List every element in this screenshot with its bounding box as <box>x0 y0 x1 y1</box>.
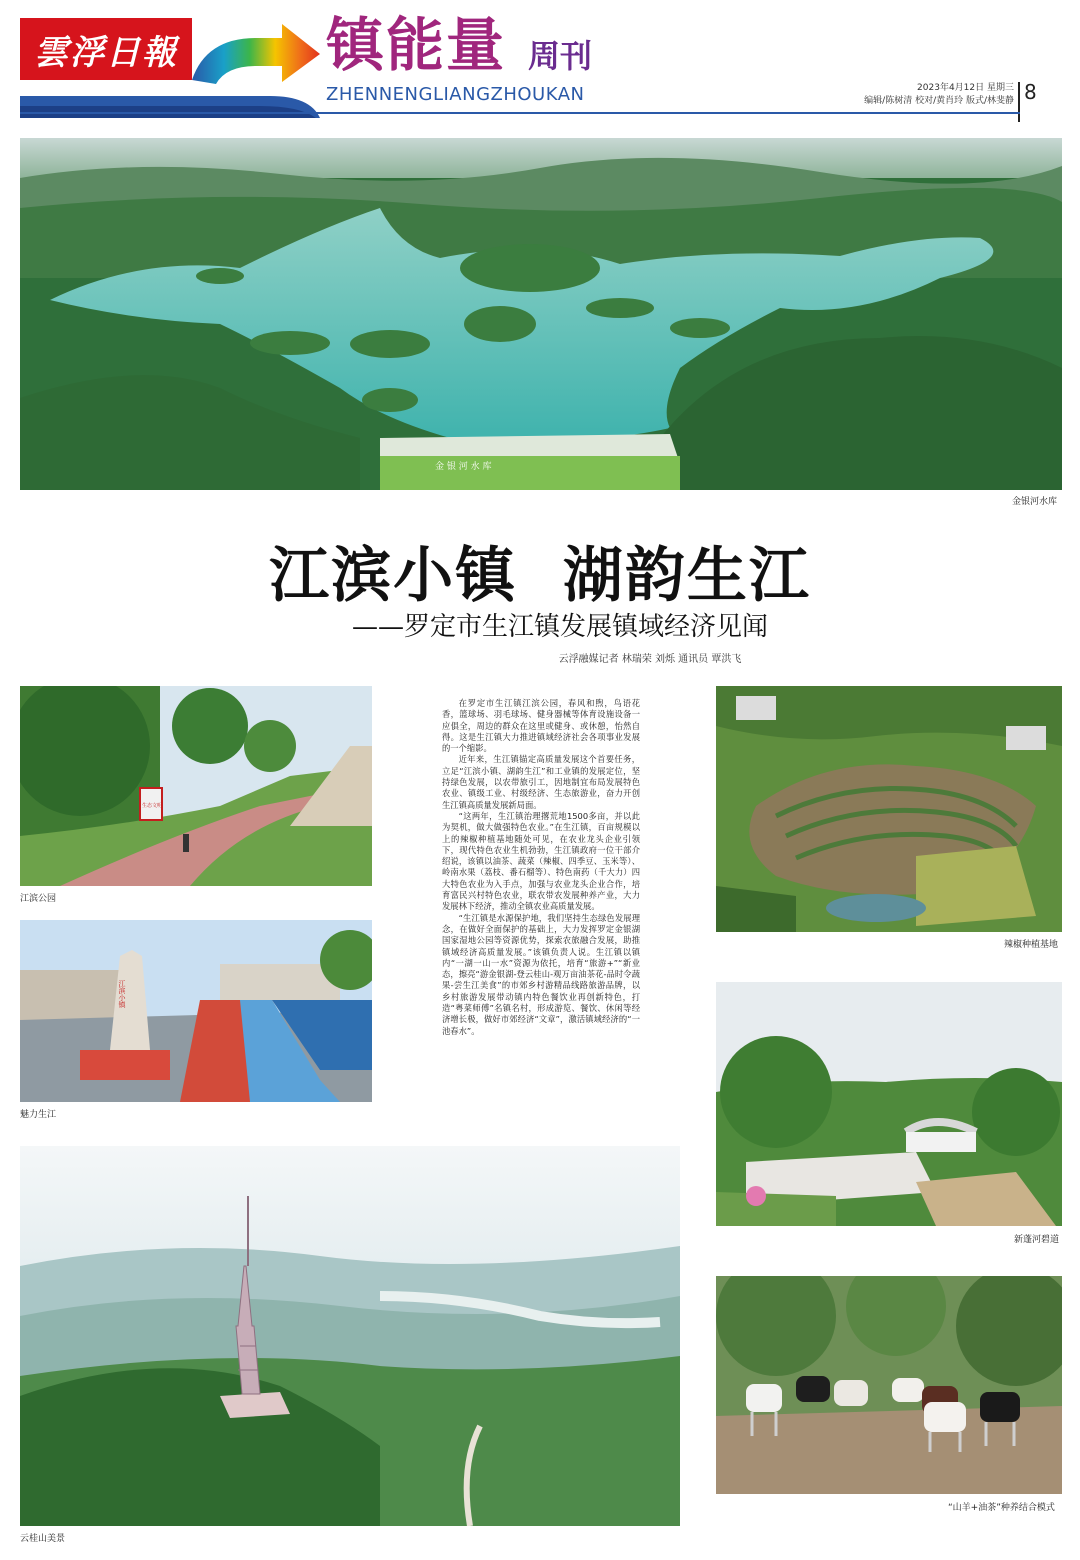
park-caption: 江滨公园 <box>20 894 57 904</box>
mountain-photo <box>20 1146 680 1526</box>
issue-date: 2023年4月12日 星期三 <box>917 83 1014 93</box>
greenway-photo <box>716 982 1062 1226</box>
reservoir-caption: 金银河水库 <box>1012 497 1058 507</box>
charm-stone-text: 江滨小镇 <box>118 980 126 1008</box>
masthead-swoosh-decoration <box>20 88 320 122</box>
mountain-caption: 云桂山美景 <box>20 1534 66 1544</box>
park-sign-text: 生态文明 <box>142 803 163 809</box>
staff-credits: 编辑/陈树清 校对/黄肖玲 版式/林斐静 <box>864 96 1014 106</box>
article-paragraph: 在罗定市生江镇江滨公园，春风和煦，鸟语花香，篮球场、羽毛球场、健身器械等体育设施设备一应俱全，周边的群众在这里或健身、或休憩，怡然自得。这是生江镇大力推进镇域经济社会各项事业发展的一个缩影。 <box>442 698 640 754</box>
article-subheadline: ——罗定市生江镇发展镇域经济见闻 <box>351 612 768 642</box>
newspaper-name: 雲浮日報 <box>34 32 178 73</box>
column-pinyin: ZHENNENGLIANGZHOUKAN <box>326 84 585 105</box>
reservoir-photo <box>20 138 1062 490</box>
reservoir-sign-text: 金 银 河 水 库 <box>435 462 492 472</box>
pepper-base-photo <box>716 686 1062 932</box>
article-paragraph: 近年来，生江镇锚定高质量发展这个首要任务，立足“江滨小镇、湖韵生江”和工业镇的发展定位，坚持绿色发展，以农带旅引工，因地制宜布局发展特色农业、镇级工业、村级经济、生态旅游业，奋力开创生江镇高质量发展新局面。 <box>442 754 640 810</box>
rainbow-arrow-icon <box>186 20 322 92</box>
article-byline: 云浮融媒记者 林瑞荣 刘烁 通讯员 覃洪飞 <box>558 654 742 665</box>
column-title: 镇能量 <box>326 11 507 79</box>
article-paragraph: “生江镇是水源保护地，我们坚持生态绿色发展理念，在做好全面保护的基础上，大力发挥罗定金银湖国家湿地公园等资源优势，探索农旅融合发展，助推镇域经济高质量发展。”该镇负责人说。生江镇以镇内“一湖一山一水”资源为依托，培育“旅游+”“新业态，擦亮“游金银湖-登云桂山-观万亩油茶花-品时令蔬果-尝生江美食”的市郊乡村游精品线路旅游品牌，以乡村旅游发展带动镇内特色餐饮业再创新特色，打造“粤菜师傅”名镇名村，形成游览、餐饮、休闲等经济增长极，做好市郊经济“文章”，激活镇域经济的“一池春水”。 <box>442 912 640 1036</box>
goats-photo <box>716 1276 1062 1494</box>
charm-photo <box>20 920 372 1102</box>
page-number-divider <box>1018 82 1020 122</box>
newspaper-logo <box>20 18 192 80</box>
pepper-base-caption: 辣椒种植基地 <box>1004 940 1059 950</box>
header-rule <box>20 112 1020 114</box>
charm-caption: 魅力生江 <box>20 1110 57 1120</box>
issue-info <box>864 82 1014 108</box>
article-body <box>442 698 640 1037</box>
park-photo <box>20 686 372 886</box>
article-headline: 江滨小镇 湖韵生江 <box>269 541 811 611</box>
article-paragraph: “这两年，生江镇治理撂荒地1500多亩，并以此为契机，做大做强特色农业。”在生江镇，百亩规模以上的辣椒种植基地随处可见，在农业龙头企业引领下，现代特色农业生机勃勃，生江镇政府一位干部介绍说，该镇以油茶、蔬菜（辣椒、四季豆、玉米等）、岭南水果（荔枝、番石榴等）、特色南药（千大力）四大特色农业为入手点，加强与农业龙头企业合作，培育富民兴村特色农业，联农带农发展种养产业，大力发展林下经济，推动全镇农业高质量发展。 <box>442 810 640 912</box>
greenway-caption: 新蓬河碧道 <box>1014 1235 1060 1245</box>
masthead <box>0 0 1080 128</box>
page-number: 8 <box>1024 80 1037 104</box>
column-subtitle: 周刊 <box>528 37 593 75</box>
goats-caption: “山羊+油茶”种养结合模式 <box>948 1503 1055 1513</box>
